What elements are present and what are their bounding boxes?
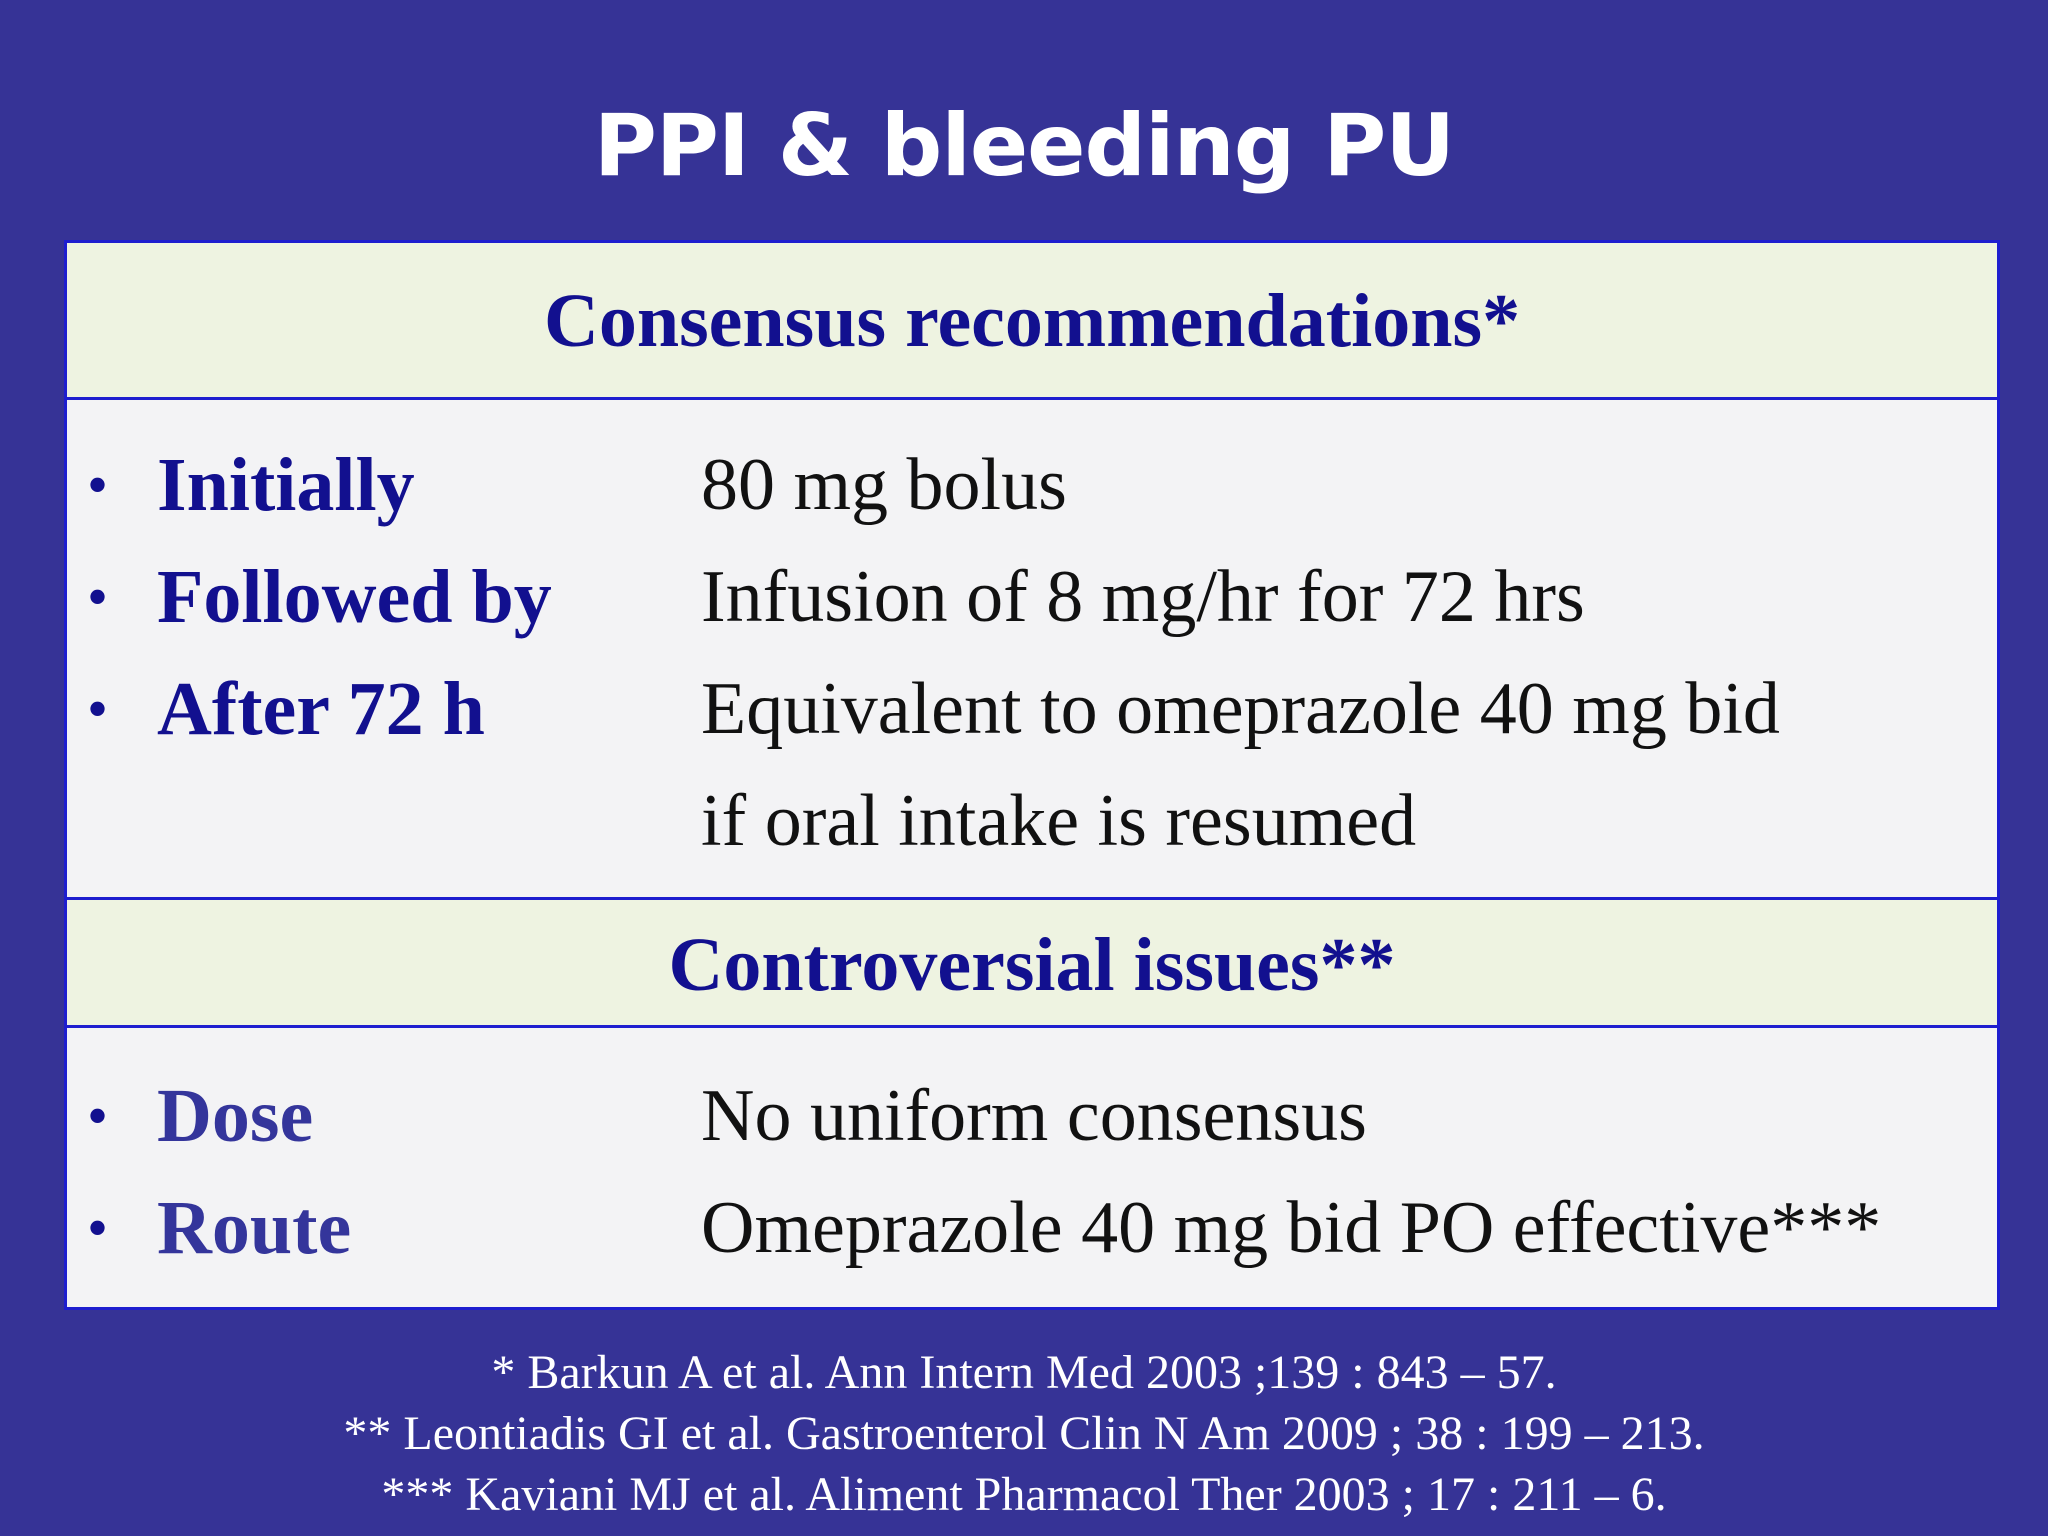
bullet-icon: • — [87, 1083, 109, 1149]
table-row — [67, 541, 1997, 653]
bullet-icon: • — [87, 1195, 109, 1261]
row-label-after-72h: After 72 h — [157, 667, 485, 751]
row-value-route: Omeprazole 40 mg bid PO effective*** — [701, 1187, 1882, 1269]
reference-2: ** Leontiadis GI et al. Gastroenterol Clin N Am 2009 ; 38 : 199 – 213. — [343, 1407, 1705, 1460]
recommendations-table — [64, 240, 2000, 1310]
references — [0, 1342, 2048, 1525]
row-value-after-72h: Equivalent to omeprazole 40 mg bid — [701, 668, 1780, 750]
bullet-icon: • — [87, 452, 109, 518]
row-label-dose: Dose — [157, 1074, 314, 1158]
row-label-followed-by: Followed by — [157, 555, 552, 639]
consensus-header: Consensus recommendations* — [67, 243, 1997, 400]
controversial-header: Controversial issues** — [67, 897, 1997, 1028]
row-value-continuation: if oral intake is resumed — [701, 780, 1417, 862]
reference-3: *** Kaviani MJ et al. Aliment Pharmacol Ther 2003 ; 17 : 211 – 6. — [381, 1468, 1667, 1521]
bullet-icon: • — [87, 564, 109, 630]
table-row — [67, 429, 1997, 541]
slide-title: PPI & bleeding PU — [593, 96, 1455, 196]
row-value-dose: No uniform consensus — [701, 1075, 1367, 1157]
table-row — [67, 653, 1997, 765]
table-row-continuation — [67, 765, 1997, 877]
table-row — [67, 1060, 1997, 1172]
row-label-route: Route — [157, 1186, 352, 1270]
row-value-followed-by: Infusion of 8 mg/hr for 72 hrs — [701, 556, 1585, 638]
table-row — [67, 1172, 1997, 1284]
bullet-icon: • — [87, 676, 109, 742]
row-label-initially: Initially — [157, 443, 415, 527]
reference-1: * Barkun A et al. Ann Intern Med 2003 ;139 : 843 – 57. — [491, 1346, 1557, 1399]
row-value-initially: 80 mg bolus — [701, 444, 1067, 526]
